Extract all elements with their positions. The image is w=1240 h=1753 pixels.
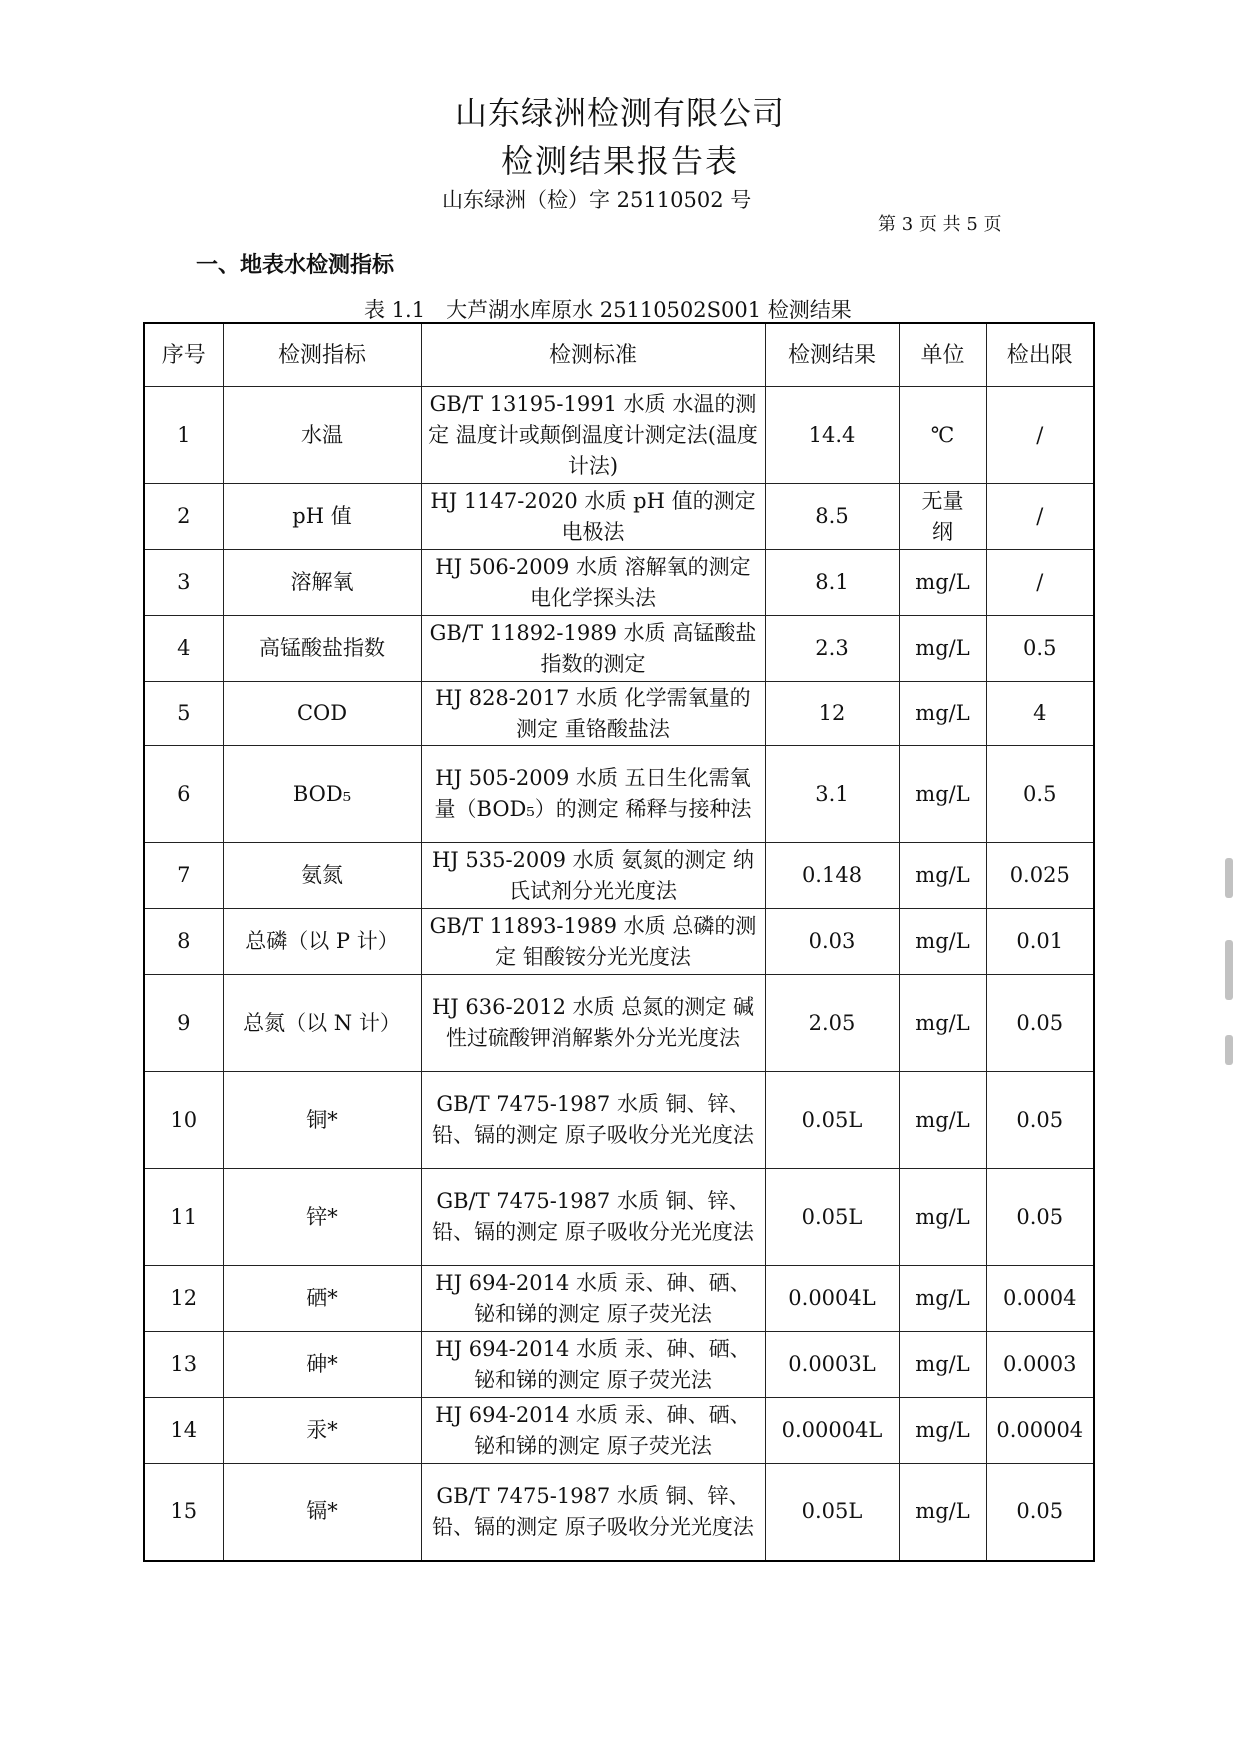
section-title: 一、地表水检测指标 — [196, 252, 395, 278]
cell-no: 3 — [144, 550, 223, 616]
cell-no: 6 — [144, 746, 223, 843]
table-row — [144, 1266, 1094, 1332]
header-result: 检测结果 — [765, 323, 899, 387]
cell-indicator: 水温 — [223, 387, 421, 484]
cell-indicator: 溶解氧 — [223, 550, 421, 616]
cell-standard: GB/T 7475-1987 水质 铜、锌、铅、镉的测定 原子吸收分光光度法 — [421, 1169, 765, 1266]
cell-unit: mg/L — [899, 1266, 986, 1332]
cell-no: 9 — [144, 975, 223, 1072]
cell-standard: GB/T 7475-1987 水质 铜、锌、铅、镉的测定 原子吸收分光光度法 — [421, 1072, 765, 1169]
cell-limit: 0.05 — [986, 1464, 1094, 1561]
cell-unit: mg/L — [899, 550, 986, 616]
cell-standard: HJ 828-2017 水质 化学需氧量的测定 重铬酸盐法 — [421, 682, 765, 746]
cell-result: 8.5 — [765, 484, 899, 550]
cell-indicator: COD — [223, 682, 421, 746]
cell-no: 10 — [144, 1072, 223, 1169]
cell-indicator: BOD₅ — [223, 746, 421, 843]
header-no: 序号 — [144, 323, 223, 387]
cell-standard: GB/T 13195-1991 水质 水温的测定 温度计或颠倒温度计测定法(温度计法) — [421, 387, 765, 484]
cell-no: 4 — [144, 616, 223, 682]
cell-limit: 0.05 — [986, 1169, 1094, 1266]
cell-no: 12 — [144, 1266, 223, 1332]
cell-no: 1 — [144, 387, 223, 484]
cell-unit: mg/L — [899, 1169, 986, 1266]
table-row — [144, 616, 1094, 682]
header-indicator: 检测指标 — [223, 323, 421, 387]
cell-result: 0.03 — [765, 909, 899, 975]
table-row — [144, 484, 1094, 550]
cell-standard: HJ 1147-2020 水质 pH 值的测定 电极法 — [421, 484, 765, 550]
cell-result: 0.00004L — [765, 1398, 899, 1464]
cell-standard: HJ 636-2012 水质 总氮的测定 碱性过硫酸钾消解紫外分光光度法 — [421, 975, 765, 1072]
cell-result: 0.0004L — [765, 1266, 899, 1332]
cell-result: 14.4 — [765, 387, 899, 484]
cell-limit: 0.05 — [986, 975, 1094, 1072]
table-row — [144, 975, 1094, 1072]
cell-limit: / — [986, 484, 1094, 550]
scan-mark — [1225, 1035, 1233, 1065]
page-indicator: 第 3 页 共 5 页 — [878, 214, 1002, 235]
cell-unit: mg/L — [899, 1464, 986, 1561]
scan-mark — [1225, 858, 1233, 898]
table-row — [144, 1072, 1094, 1169]
cell-unit: ℃ — [899, 387, 986, 484]
cell-indicator: 汞* — [223, 1398, 421, 1464]
cell-result: 0.05L — [765, 1072, 899, 1169]
table-row — [144, 387, 1094, 484]
cell-indicator: pH 值 — [223, 484, 421, 550]
cell-standard: HJ 506-2009 水质 溶解氧的测定 电化学探头法 — [421, 550, 765, 616]
report-title: 检测结果报告表 — [500, 142, 739, 180]
header-limit: 检出限 — [986, 323, 1094, 387]
cell-no: 11 — [144, 1169, 223, 1266]
cell-indicator: 高锰酸盐指数 — [223, 616, 421, 682]
cell-standard: HJ 505-2009 水质 五日生化需氧量（BOD₅）的测定 稀释与接种法 — [421, 746, 765, 843]
cell-unit: 无量纲 — [899, 484, 986, 550]
cell-result: 2.05 — [765, 975, 899, 1072]
cell-indicator: 硒* — [223, 1266, 421, 1332]
cell-result: 3.1 — [765, 746, 899, 843]
cell-unit: mg/L — [899, 616, 986, 682]
cell-limit: 0.5 — [986, 746, 1094, 843]
cell-standard: GB/T 11893-1989 水质 总磷的测定 钼酸铵分光光度法 — [421, 909, 765, 975]
cell-no: 7 — [144, 843, 223, 909]
scan-mark — [1225, 940, 1233, 1000]
cell-unit: mg/L — [899, 682, 986, 746]
cell-indicator: 总氮（以 N 计） — [223, 975, 421, 1072]
cell-standard: HJ 694-2014 水质 汞、砷、硒、铋和锑的测定 原子荧光法 — [421, 1332, 765, 1398]
cell-unit: mg/L — [899, 746, 986, 843]
table-row — [144, 746, 1094, 843]
cell-standard: HJ 535-2009 水质 氨氮的测定 纳氏试剂分光光度法 — [421, 843, 765, 909]
table-row — [144, 682, 1094, 746]
cell-indicator: 锌* — [223, 1169, 421, 1266]
cell-indicator: 铜* — [223, 1072, 421, 1169]
header-unit: 单位 — [899, 323, 986, 387]
cell-limit: 0.0003 — [986, 1332, 1094, 1398]
cell-result: 2.3 — [765, 616, 899, 682]
cell-result: 0.0003L — [765, 1332, 899, 1398]
cell-no: 5 — [144, 682, 223, 746]
table-header-row — [144, 323, 1094, 387]
table-row — [144, 1398, 1094, 1464]
table-row — [144, 1464, 1094, 1561]
results-table — [143, 322, 1095, 1562]
header-standard: 检测标准 — [421, 323, 765, 387]
cell-limit: 0.5 — [986, 616, 1094, 682]
cell-unit: mg/L — [899, 843, 986, 909]
cell-limit: / — [986, 387, 1094, 484]
cell-limit: 0.00004 — [986, 1398, 1094, 1464]
cell-result: 8.1 — [765, 550, 899, 616]
cell-standard: GB/T 11892-1989 水质 高锰酸盐指数的测定 — [421, 616, 765, 682]
cell-no: 15 — [144, 1464, 223, 1561]
cell-unit: mg/L — [899, 1072, 986, 1169]
cell-result: 12 — [765, 682, 899, 746]
cell-no: 8 — [144, 909, 223, 975]
cell-result: 0.05L — [765, 1169, 899, 1266]
cell-unit: mg/L — [899, 1332, 986, 1398]
cell-no: 2 — [144, 484, 223, 550]
cell-standard: HJ 694-2014 水质 汞、砷、硒、铋和锑的测定 原子荧光法 — [421, 1398, 765, 1464]
table-row — [144, 550, 1094, 616]
cell-unit: mg/L — [899, 1398, 986, 1464]
table-caption: 表 1.1 大芦湖水库原水 25110502S001 检测结果 — [364, 298, 852, 322]
cell-result: 0.148 — [765, 843, 899, 909]
cell-no: 13 — [144, 1332, 223, 1398]
cell-unit: mg/L — [899, 909, 986, 975]
table-row — [144, 843, 1094, 909]
table-row — [144, 1169, 1094, 1266]
cell-unit: mg/L — [899, 975, 986, 1072]
cell-result: 0.05L — [765, 1464, 899, 1561]
report-number: 山东绿洲（检）字 25110502 号 — [442, 188, 752, 212]
cell-indicator: 砷* — [223, 1332, 421, 1398]
cell-indicator: 氨氮 — [223, 843, 421, 909]
cell-standard: HJ 694-2014 水质 汞、砷、硒、铋和锑的测定 原子荧光法 — [421, 1266, 765, 1332]
cell-standard: GB/T 7475-1987 水质 铜、锌、铅、镉的测定 原子吸收分光光度法 — [421, 1464, 765, 1561]
table-row — [144, 909, 1094, 975]
company-name: 山东绿洲检测有限公司 — [454, 94, 785, 132]
cell-limit: 0.01 — [986, 909, 1094, 975]
cell-limit: 0.0004 — [986, 1266, 1094, 1332]
cell-no: 14 — [144, 1398, 223, 1464]
cell-indicator: 镉* — [223, 1464, 421, 1561]
table-row — [144, 1332, 1094, 1398]
cell-indicator: 总磷（以 P 计） — [223, 909, 421, 975]
cell-limit: 4 — [986, 682, 1094, 746]
cell-limit: / — [986, 550, 1094, 616]
cell-limit: 0.05 — [986, 1072, 1094, 1169]
cell-limit: 0.025 — [986, 843, 1094, 909]
